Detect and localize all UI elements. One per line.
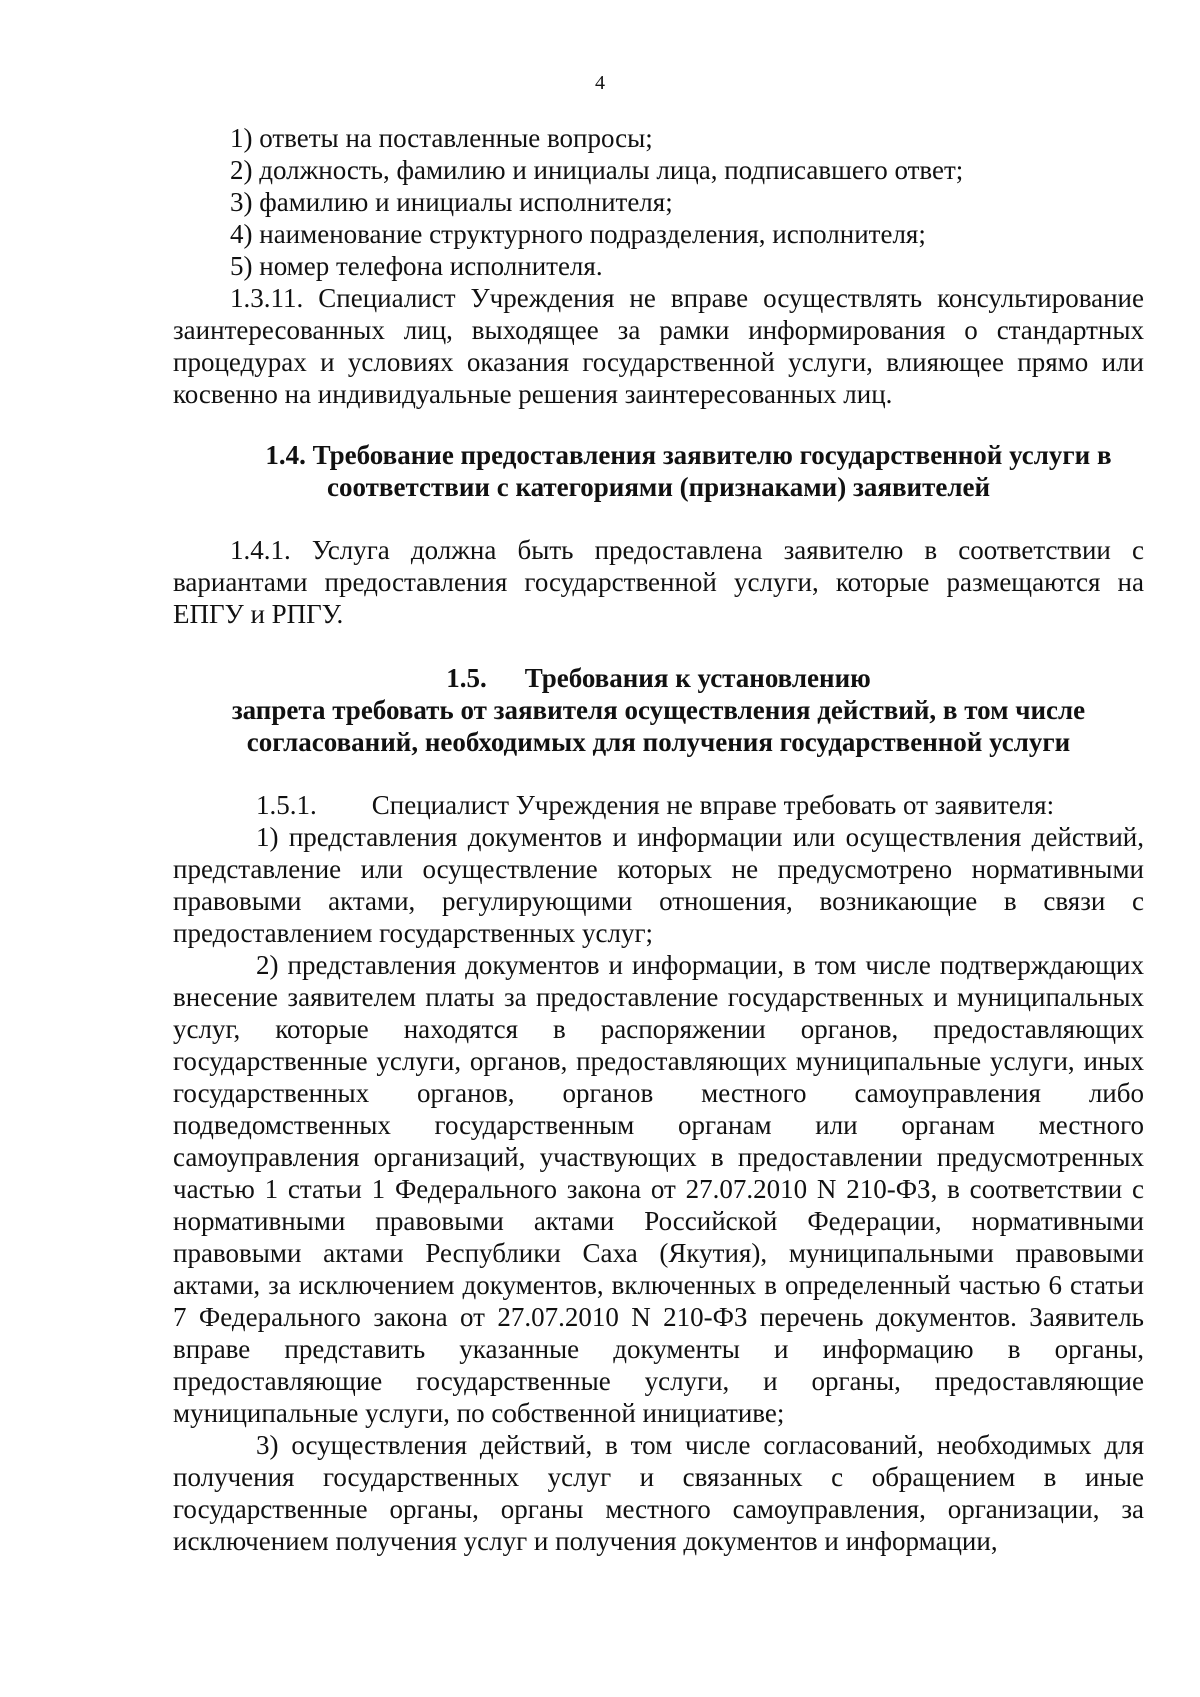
paragraph-1-3-11: 1.3.11. Специалист Учреждения не вправе осуществлять консультирование заинтересованных лиц, выходящее за рамки информирования о стандартных процедурах и условиях оказания государственной услуги, влияющее прямо или косвенно на индивидуальные решения заинтересованных лиц. — [173, 283, 1144, 409]
paragraph-1-4-1: 1.4.1. Услуга должна быть предоставлена заявителю в соответствии с вариантами предоставления государственной услуги, которые размещаются на ЕПГУ и РПГУ. — [173, 535, 1144, 629]
list-item: 3) осуществления действий, в том числе согласований, необходимых для получения государственных услуг и связанных с обращением в иные государственные органы, органы местного самоуправления, организации, за исключением получения услуг и получения документов и информации, — [173, 1430, 1144, 1556]
paragraph-text: Специалист Учреждения не вправе требовать от заявителя: — [371, 790, 1055, 820]
section-heading-1-4 — [173, 439, 1144, 503]
heading-text: Требования к установлению — [524, 663, 871, 693]
heading-line: запрета требовать от заявителя осуществления действий, в том числе — [231, 695, 1086, 725]
list-item: 2) представления документов и информации, в том числе подтверждающих внесение заявителем платы за предоставление государственных и муниципальных услуг, которые находятся в распоряжении органов, предоставляющих государственные услуги, органов, предоставляющих муниципальные услуги, иных государственных органов, органов местного самоуправления либо подведомственных государственным органам или органам местного самоуправления организаций, участвующих в предоставлении предусмотренных частью 1 статьи 1 Федерального закона от 27.07.2010 N 210-ФЗ, в соответствии с нормативными правовыми актами Российской Федерации, нормативными правовыми актами Республики Саха (Якутия), муниципальными правовыми актами, за исключением документов, включенных в определенный частью 6 статьи 7 Федерального закона от 27.07.2010 N 210-ФЗ перечень документов. Заявитель вправе представить указанные документы и информацию в органы, предоставляющие государственные услуги, и органы, предоставляющие муниципальные услуги, по собственной инициативе; — [173, 950, 1144, 1428]
paragraph-number: 1.5.1. — [256, 790, 317, 820]
list-item: 3) фамилию и инициалы исполнителя; — [230, 187, 673, 217]
document-body — [173, 122, 1144, 1557]
list-item: 2) должность, фамилию и инициалы лица, подписавшего ответ; — [230, 155, 964, 185]
heading-line: 1.4. Требование предоставления заявителю государственной услуги в — [265, 440, 1112, 470]
section-heading-1-5 — [173, 662, 1144, 758]
list-item: 5) номер телефона исполнителя. — [230, 251, 603, 281]
page-number: 4 — [595, 72, 605, 94]
list-item: 1) представления документов и информации или осуществления действий, представление или осуществление которых не предусмотрено нормативными правовыми актами, регулирующими отношения, возникающие в связи с предоставлением государственных услуг; — [173, 822, 1144, 948]
heading-line — [173, 662, 1144, 694]
list-item: 1) ответы на поставленные вопросы; — [230, 123, 653, 153]
heading-line: согласований, необходимых для получения государственной услуги — [246, 727, 1071, 757]
heading-line: соответствии с категориями (признаками) заявителей — [326, 472, 991, 502]
paragraph-1-5-1 — [173, 789, 1144, 821]
list-item: 4) наименование структурного подразделения, исполнителя; — [230, 219, 926, 249]
heading-number: 1.5. — [446, 663, 487, 693]
